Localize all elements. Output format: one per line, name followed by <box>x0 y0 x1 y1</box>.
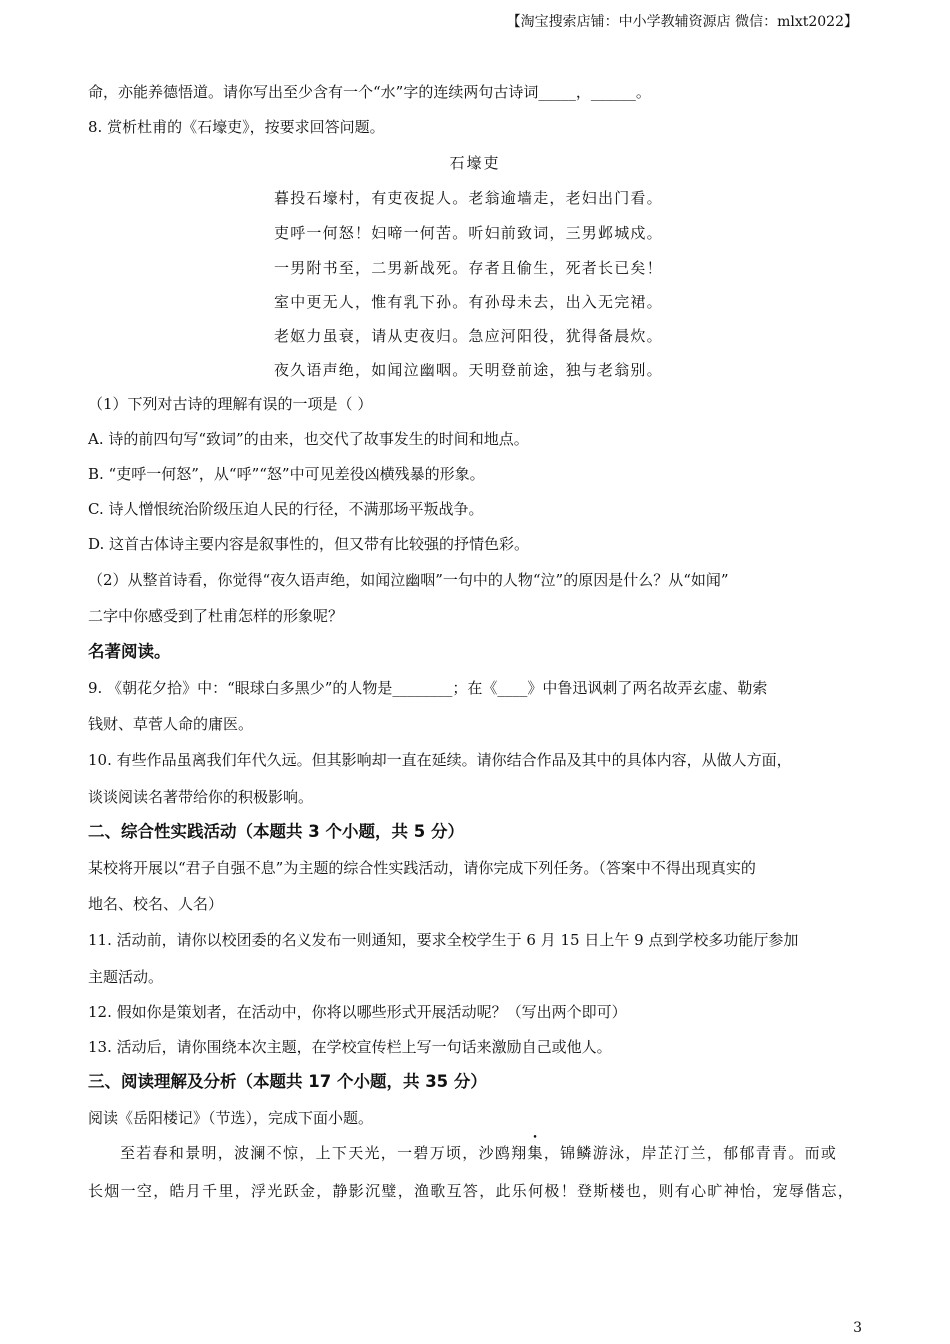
question-8-intro: 8. 赏析杜甫的《石壕吏》，按要求回答问题。 <box>88 118 385 136</box>
question-8-sub2-cont: 二字中你感受到了杜甫怎样的形象呢？ <box>88 607 344 625</box>
poem-line: 夜久语声绝，如闻泣幽咽。天明登前途，独与老翁别。 <box>274 361 663 379</box>
option-a: A. 诗的前四句写“致词”的由来，也交代了故事发生的时间和地点。 <box>88 430 529 448</box>
page-header: 【淘宝搜索店铺：中小学教辅资源店 微信：mlxt2022】 <box>506 14 858 30</box>
passage-line <box>120 1142 837 1163</box>
question-10-cont: 谈谈阅读名著带给你的积极影响。 <box>88 788 314 806</box>
passage-line: 长烟一空，皓月千里，浮光跃金，静影沉璧，渔歌互答，此乐何极！登斯楼也，则有心旷神怡，宠辱偕忘， <box>88 1182 855 1200</box>
section-3-heading: 三、阅读理解及分析（本题共 17 个小题，共 35 分） <box>88 1072 487 1091</box>
question-8-sub1: （1）下列对古诗的理解有误的一项是（ ） <box>88 395 373 413</box>
section-2-intro: 某校将开展以“君子自强不息”为主题的综合性实践活动，请你完成下列任务。（答案中不得出现真实的 <box>88 859 756 877</box>
question-7-tail: 命，亦能养德悟道。请你写出至少含有一个“水”字的连续两句古诗词_____，______。 <box>88 83 651 101</box>
option-b: B. “吏呼一何怒”，从“呼”“怒”中可见差役凶横残暴的形象。 <box>88 465 485 483</box>
section-2-heading: 二、综合性实践活动（本题共 3 个小题，共 5 分） <box>88 822 464 841</box>
page-number: 3 <box>853 1320 862 1336</box>
option-d: D. 这首古体诗主要内容是叙事性的，但又带有比较强的抒情色彩。 <box>88 535 530 553</box>
question-13: 13. 活动后，请你围绕本次主题，在学校宣传栏上写一句话来激励自己或他人。 <box>88 1038 612 1056</box>
option-c: C. 诗人憎恨统治阶级压迫人民的行径，不满那场平叛战争。 <box>88 500 484 518</box>
passage-text: ，锦鳞游泳，岸芷汀兰，郁郁青青。而或 <box>543 1144 838 1162</box>
poem-line: 室中更无人，惟有乳下孙。有孙母未去，出入无完裙。 <box>274 293 663 311</box>
question-11: 11. 活动前，请你以校团委的名义发布一则通知，要求全校学生于 6 月 15 日上午 9 点到学校多功能厅参加 <box>88 931 799 949</box>
emphasis-dot-char: 集 <box>527 1144 544 1162</box>
section-2-intro-cont: 地名、校名、人名） <box>88 895 224 913</box>
question-9: 9. 《朝花夕拾》中：“眼球白多黑少”的人物是________；在《____》中鲁迅讽刺了两名故弄玄虚、勒索 <box>88 679 768 697</box>
poem-title: 石壕吏 <box>449 154 501 172</box>
poem-line: 老妪力虽衰，请从吏夜归。急应河阳役，犹得备晨炊。 <box>274 327 663 345</box>
question-11-cont: 主题活动。 <box>88 968 164 986</box>
passage-text: 至若春和景明，波澜不惊，上下天光，一碧万顷，沙鸥翔 <box>120 1144 528 1162</box>
question-9-cont: 钱财、草菅人命的庸医。 <box>88 715 254 733</box>
question-8-sub2: （2）从整首诗看，你觉得“夜久语声绝，如闻泣幽咽”一句中的人物“泣”的原因是什么？从“如闻” <box>88 571 729 589</box>
poem-line: 吏呼一何怒！妇啼一何苦。听妇前致词，三男邺城戍。 <box>274 224 663 242</box>
classics-heading: 名著阅读。 <box>88 642 171 661</box>
poem-line: 暮投石壕村，有吏夜捉人。老翁逾墙走，老妇出门看。 <box>274 189 663 207</box>
question-10: 10. 有些作品虽离我们年代久远。但其影响却一直在延续。请你结合作品及其中的具体内容，从做人方面， <box>88 751 792 769</box>
poem-line: 一男附书至，二男新战死。存者且偷生，死者长已矣！ <box>274 259 663 277</box>
question-12: 12. 假如你是策划者，在活动中，你将以哪些形式开展活动呢？（写出两个即可） <box>88 1003 627 1021</box>
section-3-intro: 阅读《岳阳楼记》（节选），完成下面小题。 <box>88 1109 374 1127</box>
